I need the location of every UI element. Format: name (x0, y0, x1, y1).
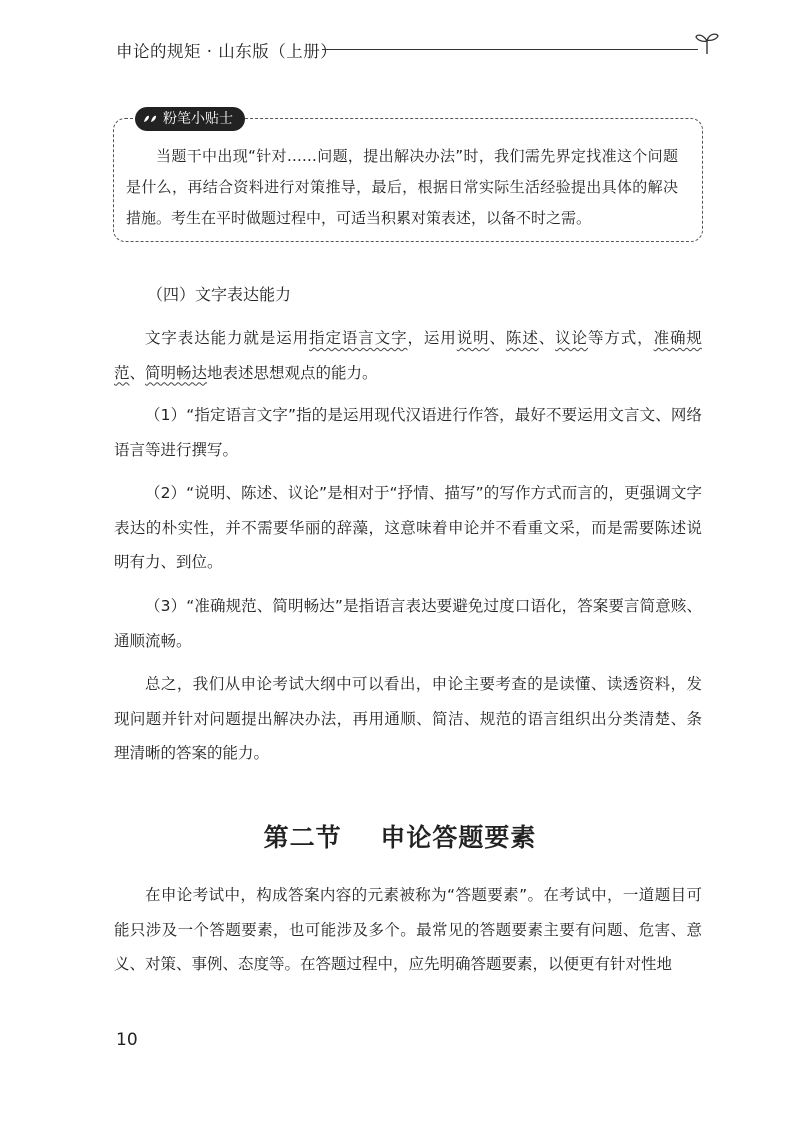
subsection-heading: （四）文字表达能力 (147, 285, 292, 304)
section-paragraph: 在申论考试中，构成答案内容的元素被称为“答题要素”。在考试中，一道题目可能只涉及一个答题要素，也可能涉及多个。最常见的答题要素主要有问题、危害、意义、对策、事例、态度等。在答题过程中，应先明确答题要素，以便更有针对性地 (114, 886, 702, 973)
book-title: 申论的规矩 · 山东版（上册） (116, 42, 338, 61)
tip-tag-label: 粉笔小贴士 (163, 111, 233, 127)
intro-paragraph (114, 321, 702, 390)
intro-text: 地表述思想观点的能力。 (207, 363, 378, 382)
list-item-2: （2）“说明、陈述、议论”是相对于“抒情、描写”的写作方式而言的，更强调文字表达的朴实性，并不需要华丽的辞藻，这意味着申论并不看重文采，而是需要陈述说明有力、到位。 (114, 484, 702, 571)
intro-text: 、 (538, 329, 556, 347)
page-number: 10 (116, 1030, 138, 1050)
running-header (116, 34, 720, 70)
header-rule (322, 49, 698, 50)
underlined-term: 指定语言文字 (309, 329, 408, 347)
summary-paragraph: 总之，我们从申论考试大纲中可以看出，申论主要考查的是读懂、读透资料，发现问题并针对问题提出解决办法，再用通顺、简洁、规范的语言组织出分类清楚、条理清晰的答案的能力。 (114, 675, 702, 762)
list-item-3: （3）“准确规范、简明畅达”是指语言表达要避免过度口语化，答案要言简意赅、通顺流畅。 (114, 597, 702, 650)
intro-text: 等方式， (587, 329, 654, 347)
intro-text: 、 (489, 329, 506, 347)
underlined-term: 陈述 (505, 329, 539, 347)
tip-box (113, 111, 703, 242)
intro-text: ，运用 (407, 329, 457, 347)
underlined-term: 议论 (555, 329, 588, 347)
sprout-icon (694, 30, 720, 56)
tip-text: 当题干中出现“针对……问题，提出解决办法”时，我们需先界定找准这个问题是什么，再结合资料进行对策推导，最后，根据日常实际生活经验提出具体的解决措施。考生在平时做题过程中，可适当积累对策表述，以备不时之需。 (126, 147, 678, 227)
underlined-term: 准确规范 (114, 329, 702, 382)
underlined-term: 说明 (456, 329, 490, 347)
intro-text: 文字表达能力就是运用 (145, 329, 310, 347)
underlined-term: 简明畅达 (145, 363, 208, 382)
intro-text: 、 (129, 363, 146, 382)
leaf-icon (143, 114, 157, 124)
section-title: 第二节 申论答题要素 (263, 823, 537, 852)
tip-tag (135, 107, 245, 131)
list-item-1: （1）“指定语言文字”指的是运用现代汉语进行作答，最好不要运用文言文、网络语言等进行撰写。 (114, 406, 702, 459)
